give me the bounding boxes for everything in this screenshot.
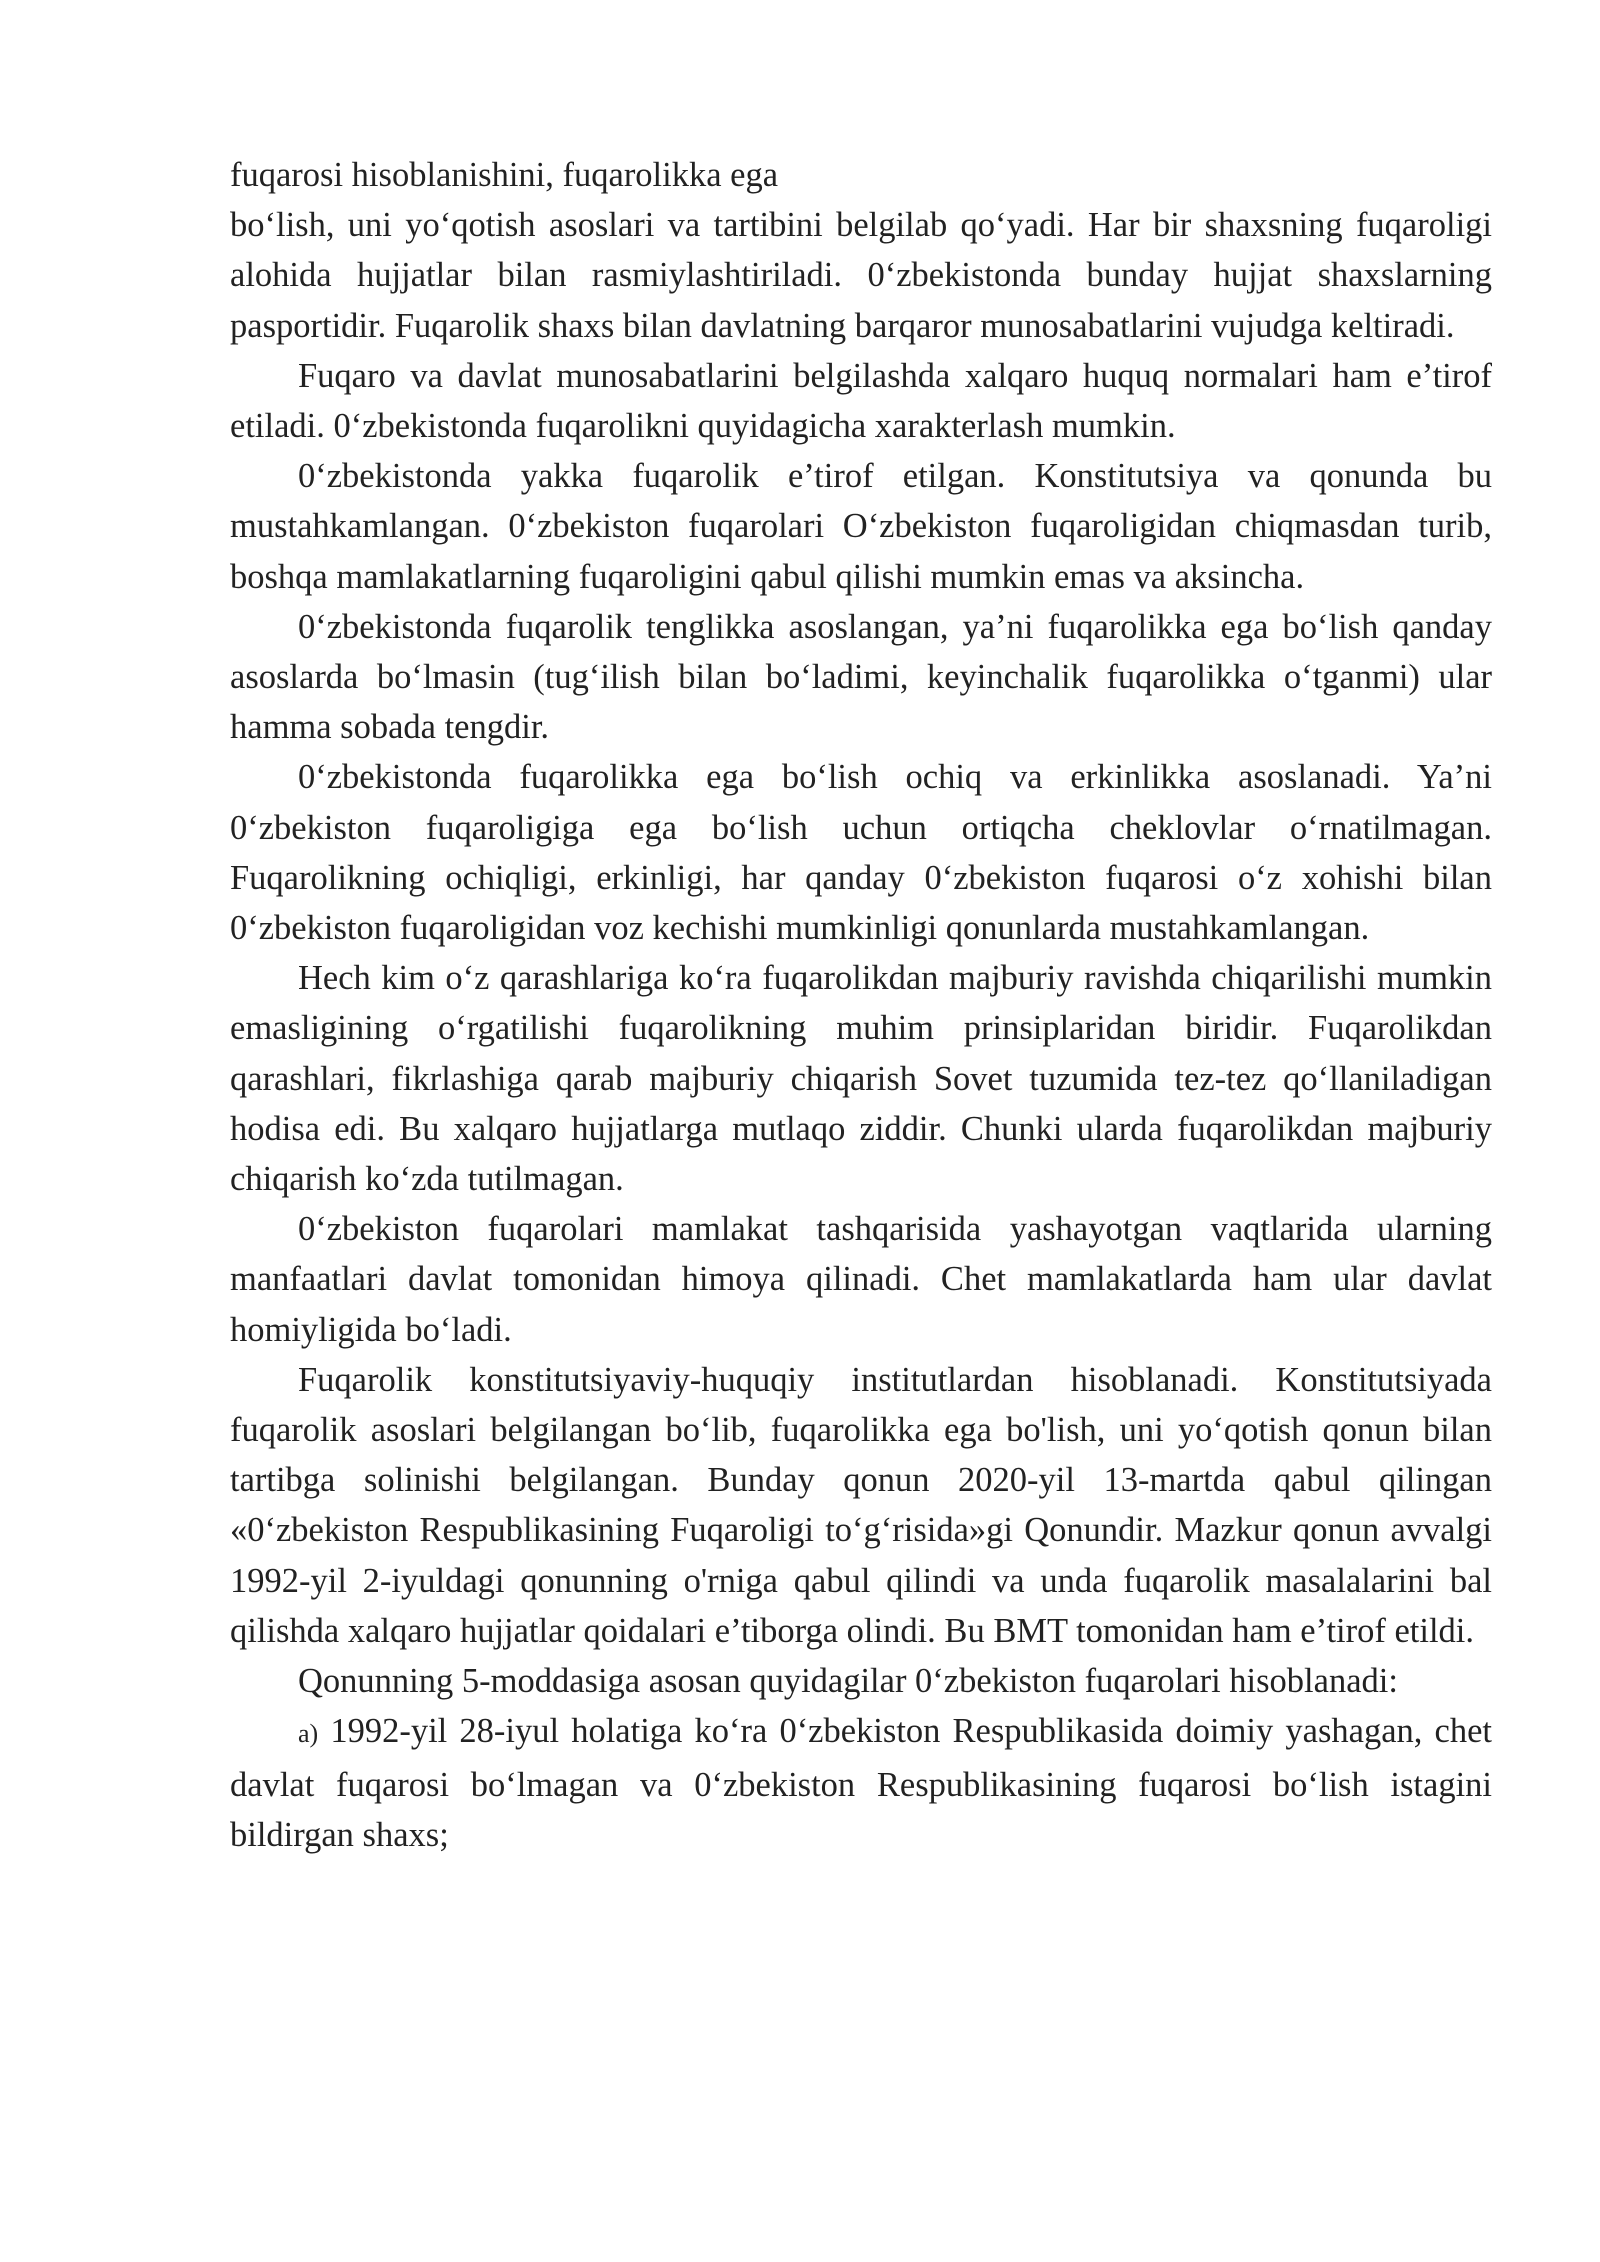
- paragraph: Fuqaro va davlat munosabatlarini belgilashda xalqaro huquq normalari ham e’tirof etiladi. 0‘zbekistonda fuqarolikni quyidagicha xarakterlash mumkin.: [230, 356, 1492, 446]
- list-item-text: 1992-yil 28-iyul holatiga ko‘ra 0‘zbekiston Respublikasida doimiy yashagan, chet davlat fuqarosi bo‘lmagan va 0‘zbekiston Respublikasining fuqarosi bo‘lish istagini bildirgan shaxs;: [230, 1712, 1493, 1854]
- paragraph: bo‘lish, uni yo‘qotish asoslari va tartibini belgilab qo‘yadi. Har bir shaxsning fuqaroligi alohida hujjatlar bilan rasmiylashtiriladi. 0‘zbekistonda bunday hujjat shaxslarning pasportidir. Fuqarolik shaxs bilan davlatning barqaror munosabatlarini vujudga keltiradi.: [230, 206, 1492, 345]
- paragraph: Fuqarolik konstitutsiyaviy-huquqiy institutlardan hisoblanadi. Konstitutsiyada fuqarolik asoslari belgilangan bo‘lib, fuqarolikka ega bo'lish, uni yo‘qotish qonun bilan tartibga solinishi belgilangan. Bunday qonun 2020-yil 13-martda qabul qilingan «0‘zbekiston Respublikasining Fuqaroligi to‘g‘risida»gi Qonundir. Mazkur qonun avvalgi 1992-yil 2-iyuldagi qonunning o'rniga qabul qilindi va unda fuqarolik masalalarini bal qilishda xalqaro hujjatlar qoidalari e’tiborga olindi. Bu BMT tomonidan ham e’tirof etildi.: [230, 1360, 1492, 1650]
- continuation-line: fuqarosi hisoblanishini, fuqarolikka ega: [230, 156, 779, 194]
- paragraph: 0‘zbekiston fuqarolari mamlakat tashqarisida yashayotgan vaqtlarida ularning manfaatlari davlat tomonidan himoya qilinadi. Chet mamlakatlarda ham ular davlat homiyligida bo‘ladi.: [230, 1210, 1492, 1349]
- paragraph: Hech kim o‘z qarashlariga ko‘ra fuqarolikdan majburiy ravishda chiqarilishi mumkin emasligining o‘rgatilishi fuqarolikning muhim prinsiplaridan biridir. Fuqarolikdan qarashlari, fikrlashiga qarab majburiy chiqarish Sovet tuzumida tez-tez qo‘llaniladigan hodisa edi. Bu xalqaro hujjatlarga mutlaqo ziddir. Chunki ularda fuqarolikdan majburiy chiqarish ko‘zda tutilmagan.: [230, 959, 1492, 1199]
- paragraph: 0‘zbekistonda fuqarolikka ega bo‘lish ochiq va erkinlikka asoslanadi. Ya’ni 0‘zbekiston fuqaroligiga ega bo‘lish uchun ortiqcha cheklovlar o‘rnatilmagan. Fuqarolikning ochiqligi, erkinligi, har qanday 0‘zbekiston fuqarosi o‘z xohishi bilan 0‘zbekiston fuqaroligidan voz kechishi mumkinligi qonunlarda mustahkamlangan.: [230, 758, 1492, 948]
- paragraph: 0‘zbekistonda fuqarolik tenglikka asoslangan, ya’ni fuqarolikka ega bo‘lish qanday asoslarda bo‘lmasin (tug‘ilish bilan bo‘ladimi, keyinchalik fuqarolikka o‘tganmi) ular hamma sobada tengdir.: [230, 607, 1492, 747]
- paragraph: Qonunning 5-moddasiga asosan quyidagilar 0‘zbekiston fuqarolari hisoblanadi:: [298, 1662, 1398, 1701]
- paragraph: 0‘zbekistonda yakka fuqarolik e’tirof etilgan. Konstitutsiya va qonunda bu mustahkamlangan. 0‘zbekiston fuqarolari O‘zbekiston fuqaroligidan chiqmasdan turib, boshqa mamlakatlarning fuqaroligini qabul qilishi mumkin emas va aksincha.: [230, 457, 1492, 596]
- list-marker: a): [298, 1719, 319, 1749]
- list-item: [230, 1706, 1492, 1860]
- document-page: [230, 150, 1492, 1860]
